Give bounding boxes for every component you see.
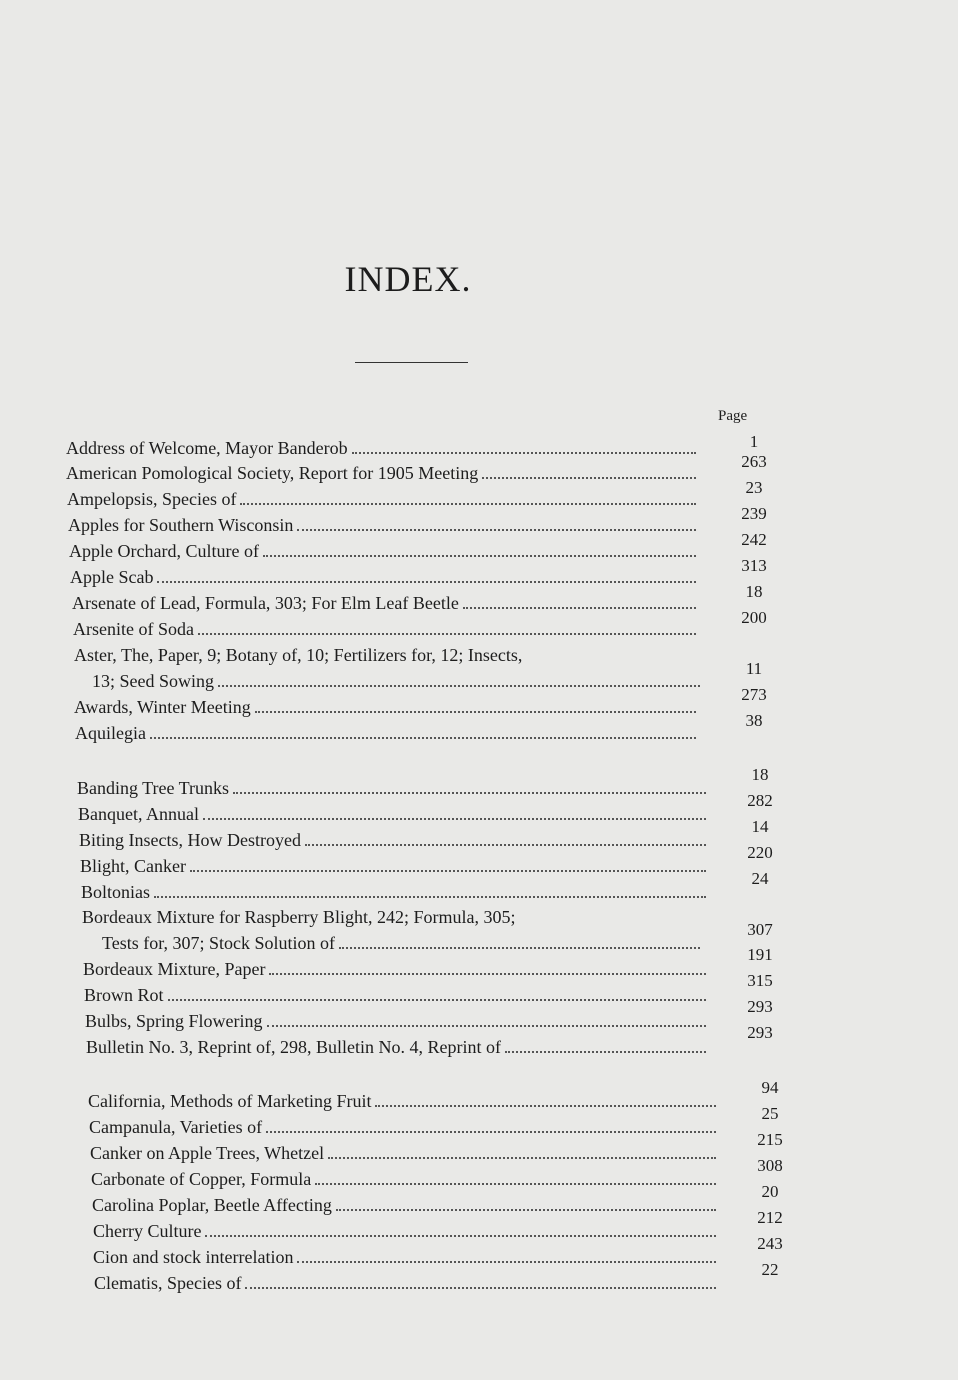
dot-leader: [297, 1261, 716, 1263]
entry-text: California, Methods of Marketing Fruit: [88, 1091, 372, 1111]
dot-leader: [233, 792, 706, 794]
dot-leader: [205, 1235, 716, 1237]
index-entry: [93, 1218, 716, 1242]
index-entry: [74, 642, 714, 666]
index-entry: [81, 879, 706, 903]
entry-text: Banding Tree Trunks: [77, 778, 230, 798]
page-title: INDEX.: [344, 259, 472, 299]
dot-leader: [463, 607, 696, 609]
entry-page-number: 239: [741, 504, 767, 523]
entry-page-number: 24: [751, 869, 769, 888]
dot-leader: [328, 1157, 716, 1159]
entry-text: Clematis, Species of: [94, 1273, 242, 1293]
dot-leader: [482, 477, 696, 479]
entry-text: Arsenate of Lead, Formula, 303; For Elm Leaf Beetle: [72, 593, 459, 613]
entry-page-number: 94: [761, 1078, 779, 1097]
entry-text: Boltonias: [81, 882, 151, 902]
dot-leader: [505, 1051, 706, 1053]
entry-text: Banquet, Annual: [78, 804, 199, 824]
entry-text: Carbonate of Copper, Formula: [91, 1169, 312, 1189]
entry-page-number: 293: [747, 997, 773, 1016]
entry-text: Ampelopsis, Species of: [67, 489, 237, 509]
index-entry: [66, 435, 696, 459]
dot-leader: [198, 633, 696, 635]
entry-text: Canker on Apple Trees, Whetzel: [90, 1143, 325, 1163]
index-entry: [82, 904, 722, 928]
entry-text: Apple Orchard, Culture of: [69, 541, 259, 561]
dot-leader: [154, 896, 706, 898]
dot-leader: [305, 844, 706, 846]
index-entry: [78, 801, 706, 825]
dot-leader: [157, 581, 696, 583]
entry-text: Bulletin No. 3, Reprint of, 298, Bulletin No. 4, Reprint of: [86, 1037, 501, 1057]
entry-page-number: 243: [757, 1234, 783, 1253]
index-entry: [83, 956, 706, 980]
index-entry: [79, 827, 706, 851]
entry-text: Campanula, Varieties of: [89, 1117, 263, 1137]
index-entry: [70, 564, 696, 588]
entry-page-number: 1: [749, 432, 759, 451]
entry-text: Cion and stock interrelation: [93, 1247, 294, 1267]
dot-leader: [150, 737, 696, 739]
entry-page-number: 273: [741, 685, 767, 704]
index-entry: [80, 853, 706, 877]
index-entry: [74, 694, 696, 718]
entry-text: American Pomological Society, Report for 1905 Meeting: [66, 463, 479, 483]
dot-leader: [218, 685, 700, 687]
entry-text: Cherry Culture: [93, 1221, 202, 1241]
entry-page-number: 20: [761, 1182, 779, 1201]
entry-text: Bordeaux Mixture, Paper: [83, 959, 266, 979]
dot-leader: [269, 973, 706, 975]
entry-page-number: 18: [751, 765, 769, 784]
entry-page-number: 282: [747, 791, 773, 810]
entry-page-number: 22: [761, 1260, 779, 1279]
entry-page-number: 215: [757, 1130, 783, 1149]
entry-text: 13; Seed Sowing: [92, 671, 215, 691]
entry-page-number: 14: [751, 817, 769, 836]
dot-leader: [263, 555, 696, 557]
entry-text: Biting Insects, How Destroyed: [79, 830, 301, 850]
entry-text: Apple Scab: [70, 567, 154, 587]
index-entry: [89, 1114, 716, 1138]
entry-text: Carolina Poplar, Beetle Affecting: [92, 1195, 332, 1215]
index-entry: [86, 1034, 706, 1058]
index-entry: [84, 982, 706, 1006]
entry-text: Apples for Southern Wisconsin: [68, 515, 294, 535]
entry-page-number: 242: [741, 530, 767, 549]
dot-leader: [203, 818, 706, 820]
dot-leader: [336, 1209, 716, 1211]
entry-text: Aquilegia: [75, 723, 146, 743]
index-entry: [88, 1088, 716, 1112]
entry-text: Awards, Winter Meeting: [74, 697, 251, 717]
dot-leader: [315, 1183, 716, 1185]
dot-leader: [190, 870, 706, 872]
entry-text: Bulbs, Spring Flowering: [85, 1011, 263, 1031]
entry-page-number: 293: [747, 1023, 773, 1042]
entry-text: Arsenite of Soda: [73, 619, 194, 639]
index-entry: [92, 668, 700, 692]
entry-page-number: 11: [745, 659, 763, 678]
entry-page-number: 23: [745, 478, 763, 497]
entry-page-number: 38: [745, 711, 763, 730]
entry-text: Aster, The, Paper, 9; Botany of, 10; Fertilizers for, 12; Insects,: [74, 645, 523, 665]
entry-page-number: 191: [747, 945, 773, 964]
index-entry: [90, 1140, 716, 1164]
entry-page-number: 263: [741, 452, 767, 471]
entry-page-number: 220: [747, 843, 773, 862]
entry-page-number: 313: [741, 556, 767, 575]
index-entry: [91, 1166, 716, 1190]
entry-text: Brown Rot: [84, 985, 164, 1005]
index-entry: [67, 486, 696, 510]
dot-leader: [255, 711, 696, 713]
index-entry: [94, 1270, 716, 1294]
page-column-header: Page: [718, 408, 748, 424]
index-entry: [73, 616, 696, 640]
entry-page-number: 25: [761, 1104, 779, 1123]
dot-leader: [352, 452, 696, 454]
index-entry: [75, 720, 696, 744]
entry-page-number: 18: [745, 582, 763, 601]
entry-text: Address of Welcome, Mayor Banderob: [66, 438, 348, 458]
index-entry: [93, 1244, 716, 1268]
dot-leader: [339, 947, 700, 949]
index-entry: [92, 1192, 716, 1216]
index-entry: [85, 1008, 706, 1032]
index-entry: [66, 460, 696, 484]
dot-leader: [266, 1131, 716, 1133]
entry-text: Bordeaux Mixture for Raspberry Blight, 242; Formula, 305;: [82, 907, 516, 927]
entry-page-number: 200: [741, 608, 767, 627]
dot-leader: [297, 529, 696, 531]
dot-leader: [375, 1105, 716, 1107]
dot-leader: [245, 1287, 716, 1289]
dot-leader: [168, 999, 706, 1001]
index-entry: [72, 590, 696, 614]
entry-page-number: 307: [747, 920, 773, 939]
entry-text: Tests for, 307; Stock Solution of: [102, 933, 336, 953]
entry-page-number: 315: [747, 971, 773, 990]
dot-leader: [240, 503, 696, 505]
entry-page-number: 308: [757, 1156, 783, 1175]
index-entry: [69, 538, 696, 562]
index-entry: [102, 930, 700, 954]
entry-page-number: 212: [757, 1208, 783, 1227]
dot-leader: [267, 1025, 706, 1027]
index-entry: [77, 775, 706, 799]
index-entry: [68, 512, 696, 536]
entry-text: Blight, Canker: [80, 856, 186, 876]
